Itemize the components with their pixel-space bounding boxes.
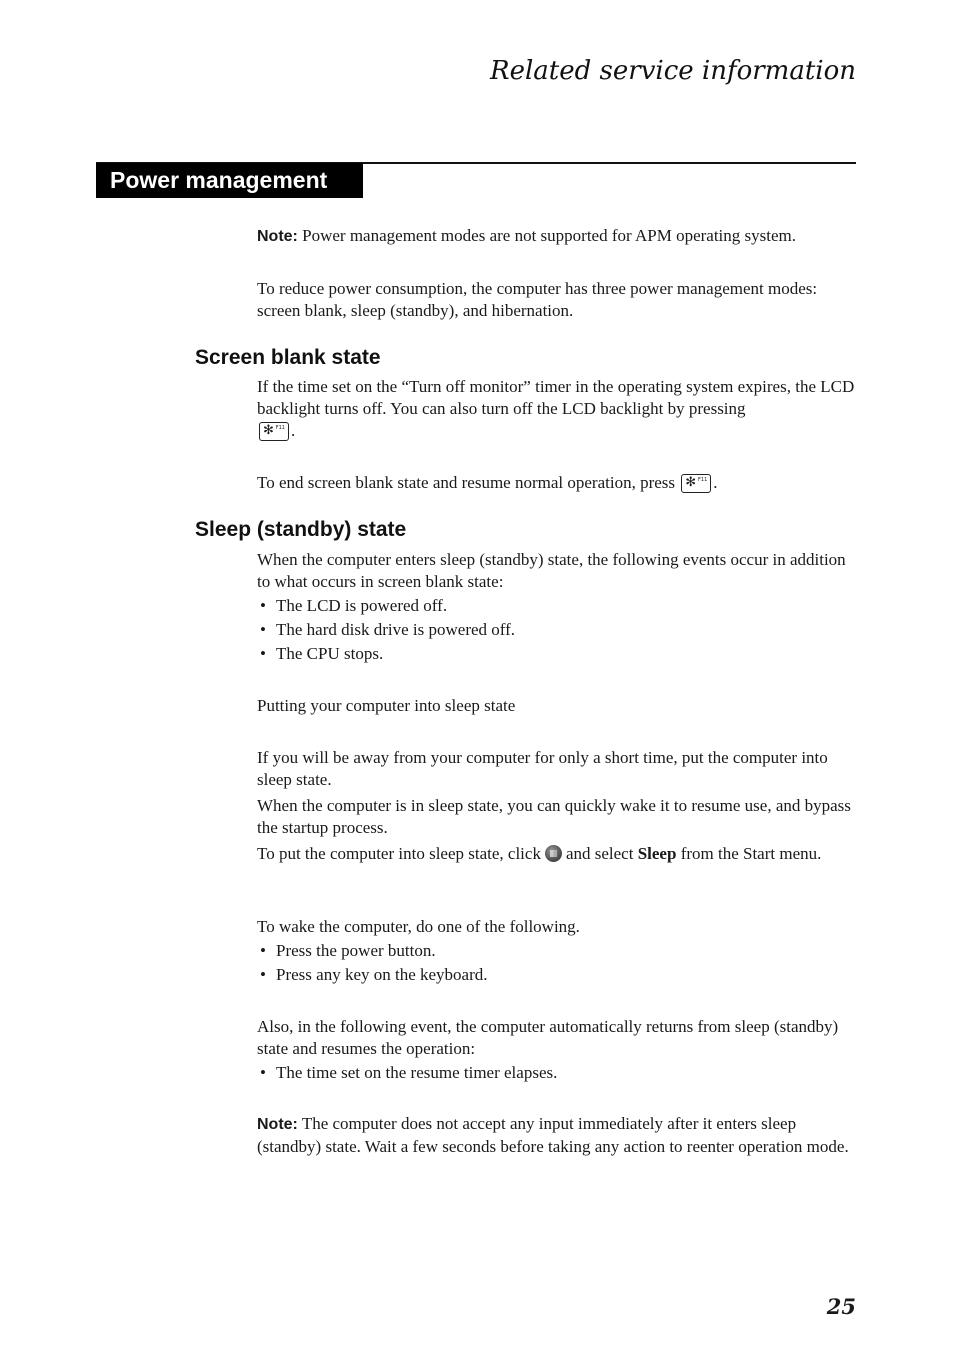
windows-start-icon [545,845,562,862]
screen-blank-p1 [257,376,857,442]
page-number: 25 [826,1294,856,1319]
wake-list [257,940,857,986]
list-item: • The time set on the resume timer elapses. [260,1063,558,1082]
screen-blank-p2-text: To end screen blank state and resume normal operation, press [257,473,676,492]
note-apm [257,225,857,248]
sleep-menu-label: Sleep [637,844,677,863]
sleep-events-list [257,595,857,665]
auto-list [257,1062,847,1084]
sleep-subheading [257,695,857,717]
note-label: Note: [257,1116,298,1133]
note-text: The computer does not accept any input immediately after it enters sleep (standby) state. Wait a few seconds before taking any action to reenter operation mode. [257,1114,849,1156]
screen-blank-p2-end: . [713,473,718,492]
sleep-sub-text: Putting your computer into sleep state [257,696,516,715]
f11-key-icon: ✻ F11 [259,422,289,441]
f11-key-icon: ✻ F11 [681,474,711,493]
sleep-instructions [257,747,857,865]
heading-screen-blank: Screen blank state [195,346,381,369]
list-item: • The LCD is powered off. [260,596,448,615]
wake-section [257,916,857,988]
sleep-p2: If you will be away from your computer for only a short time, put the computer into sleep state. [257,748,828,789]
note-label: Note: [257,228,298,245]
screen-blank-p1-end: . [291,421,296,440]
sleep-events [257,549,857,667]
screen-blank-p1-text: If the time set on the “Turn off monitor” timer in the operating system expires, the LCD backlight turns off. You can also turn off the LCD backlight by pressing [257,377,855,418]
f11-key-label: F11 [698,477,708,483]
intro-paragraph [257,278,847,322]
auto-resume-section [257,1016,847,1086]
list-item: • Press the power button. [260,941,436,960]
f11-key-label: F11 [275,425,285,431]
wake-intro: To wake the computer, do one of the following. [257,917,580,936]
running-header: Related service information [490,56,856,86]
note-text: Power management modes are not supported for APM operating system. [297,226,796,245]
list-item: • The CPU stops. [260,644,384,663]
heading-sleep-state: Sleep (standby) state [195,518,407,541]
list-item: • Press any key on the keyboard. [260,965,488,984]
auto-intro: Also, in the following event, the computer automatically returns from sleep (standby) state and resumes the operation: [257,1017,839,1058]
screen-blank-p2 [257,472,857,494]
note-sleep [257,1113,857,1158]
sleep-p4: To put the computer into sleep state, click and select Sleep from the Start menu. [257,844,822,863]
sleep-p3: When the computer is in sleep state, you can quickly wake it to resume use, and bypass the startup process. [257,796,851,837]
intro-text: To reduce power consumption, the computer has three power management modes: screen blank, sleep (standby), and hibernation. [257,279,818,320]
list-item: • The hard disk drive is powered off. [260,620,516,639]
section-title: Power management [96,163,363,198]
sleep-p1: When the computer enters sleep (standby) state, the following events occur in addition to what occurs in screen blank state: [257,550,846,591]
